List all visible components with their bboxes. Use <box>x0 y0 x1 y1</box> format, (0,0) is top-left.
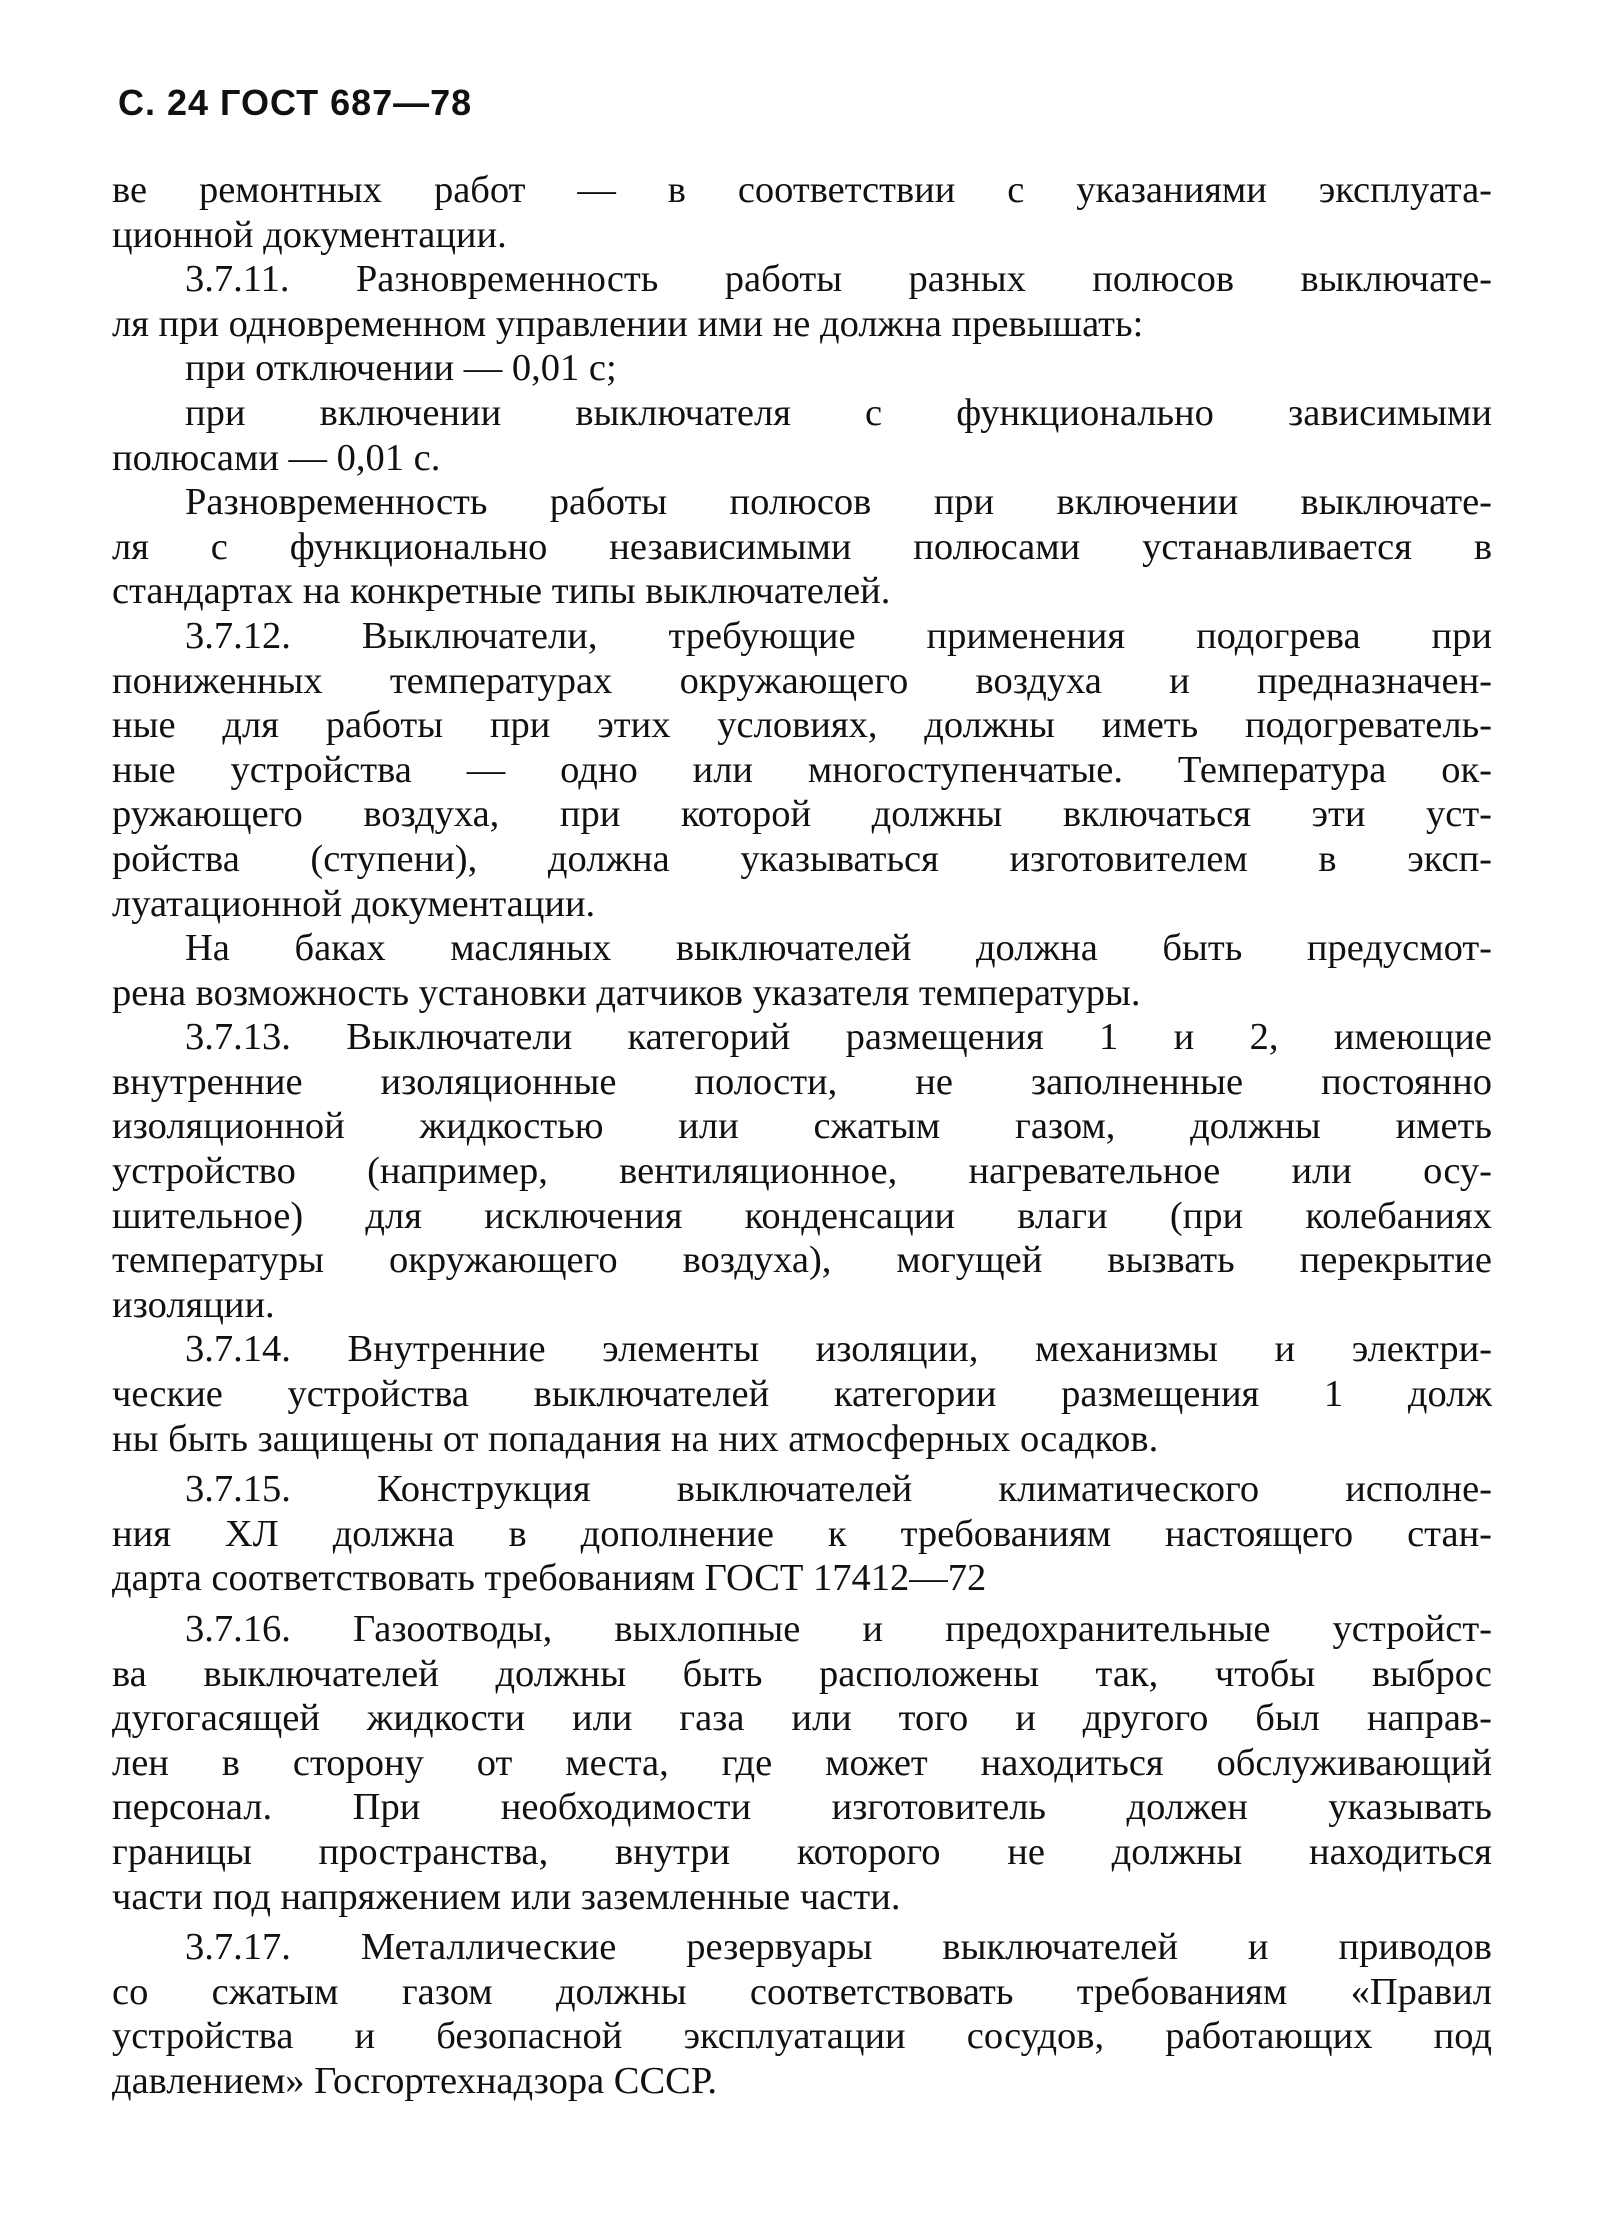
text-line: рена возможность установки датчиков указателя температуры. <box>112 971 1141 1014</box>
text-line: ные устройства — одно или многоступенчатые. Температура ок- <box>112 748 1492 791</box>
page-header: С. 24 ГОСТ 687—78 <box>118 82 473 123</box>
text-line: шительное) для исключения конденсации влаги (при колебаниях <box>112 1194 1492 1237</box>
paragraph-3-7-17 <box>112 1925 1492 2103</box>
text-line: 3.7.12. Выключатели, требующие применения подогрева при <box>185 614 1492 657</box>
paragraph-3-7-15 <box>112 1467 1492 1601</box>
text-line: луатационной документации. <box>112 882 596 925</box>
text-line: 3.7.13. Выключатели категорий размещения 1 и 2, имеющие <box>185 1016 1492 1059</box>
text-line: 3.7.16. Газоотводы, выхлопные и предохранительные устройст- <box>185 1608 1492 1650</box>
text-line: дугогасящей жидкости или газа или того и другого был направ- <box>112 1697 1492 1740</box>
text-line: 3.7.15. Конструкция выключателей климатического исполне- <box>185 1468 1492 1511</box>
text-line: ческие устройства выключателей категории размещения 1 долж <box>112 1373 1492 1416</box>
text-line: ля с функционально независимыми полюсами устанавливается в <box>112 525 1492 568</box>
text-line: стандартах на конкретные типы выключателей. <box>112 570 891 613</box>
text-line: персонал. При необходимости изготовитель должен указывать <box>112 1786 1492 1829</box>
text-line: полюсами — 0,01 с. <box>112 436 441 479</box>
text-line: ва выключателей должны быть расположены так, чтобы выброс <box>112 1652 1492 1695</box>
text-line: при отключении — 0,01 с; <box>185 347 617 390</box>
text-line: границы пространства, внутри которого не должны находиться <box>112 1830 1492 1873</box>
paragraph-3-7-16 <box>112 1607 1492 1919</box>
text-line: На баках масляных выключателей должна быть предусмот- <box>185 927 1492 970</box>
paragraph-3-7-13 <box>112 1015 1492 1327</box>
paragraph-on-time <box>112 391 1492 480</box>
text-line: ве ремонтных работ — в соответствии с указаниями эксплуата- <box>112 169 1492 211</box>
text-line: 3.7.11. Разновременность работы разных полюсов выключате- <box>185 258 1492 301</box>
text-line: ны быть защищены от попадания на них атмосферных осадков. <box>112 1417 1159 1460</box>
text-line: пониженных температурах окружающего воздуха и предназначен- <box>112 659 1492 702</box>
text-line: ружающего воздуха, при которой должны включаться эти уст- <box>112 793 1492 836</box>
text-line: изоляции. <box>112 1283 275 1326</box>
text-line: Разновременность работы полюсов при включении выключате- <box>185 481 1492 524</box>
paragraph-3-7-14 <box>112 1327 1492 1461</box>
text-line: устройство (например, вентиляционное, нагревательное или осу- <box>112 1150 1492 1193</box>
paragraph-independent-poles <box>112 480 1492 614</box>
text-line: ционной документации. <box>112 213 507 256</box>
text-line: при включении выключателя с функционально зависимыми <box>185 391 1492 434</box>
text-line: части под напряжением или заземленные части. <box>112 1875 901 1918</box>
text-line: давлением» Госгортехнадзора СССР. <box>112 2059 718 2102</box>
document-body <box>112 168 1492 2104</box>
text-line: ройства (ступени), должна указываться изготовителем в эксп- <box>112 837 1492 880</box>
text-line: 3.7.17. Металлические резервуары выключателей и приводов <box>185 1926 1492 1969</box>
text-line: ля при одновременном управлении ими не должна превышать: <box>112 302 1144 345</box>
text-line: лен в сторону от места, где может находиться обслуживающий <box>112 1741 1492 1784</box>
paragraph-3-7-12 <box>112 614 1492 926</box>
text-line: ные для работы при этих условиях, должны иметь подогреватель- <box>112 704 1492 747</box>
text-line: температуры окружающего воздуха), могущей вызвать перекрытие <box>112 1239 1492 1282</box>
paragraph-off-time <box>112 346 1492 391</box>
text-line: со сжатым газом должны соответствовать требованиям «Правил <box>112 1970 1492 2013</box>
paragraph-continuation <box>112 168 1492 257</box>
text-line: изоляционной жидкостью или сжатым газом, должны иметь <box>112 1105 1492 1148</box>
paragraph-oil-tanks <box>112 926 1492 1015</box>
text-line: ния ХЛ должна в дополнение к требованиям настоящего стан- <box>112 1512 1492 1555</box>
text-line: внутренние изоляционные полости, не заполненные постоянно <box>112 1060 1492 1103</box>
text-line: 3.7.14. Внутренние элементы изоляции, механизмы и электри- <box>185 1328 1492 1371</box>
text-line: устройства и безопасной эксплуатации сосудов, работающих под <box>112 2015 1492 2058</box>
paragraph-3-7-11 <box>112 257 1492 346</box>
text-line: дарта соответствовать требованиям ГОСТ 17412—72 <box>112 1557 987 1600</box>
